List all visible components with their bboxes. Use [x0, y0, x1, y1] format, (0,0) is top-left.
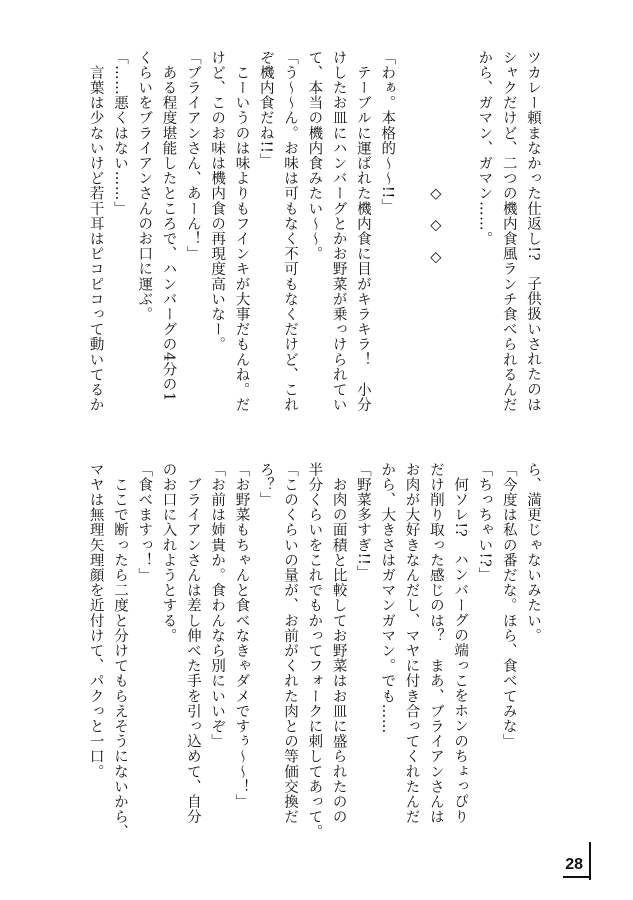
text-line: 言葉は少ないけど若干耳はピコピコって動いてるか [87, 50, 104, 413]
text-column-bottom [83, 462, 545, 854]
text-line: 「……悪くはない……」 [111, 50, 128, 217]
text-line: から、ガマン、ガマン……。 [476, 50, 493, 247]
text-line: シャクだけど、二つの機内食風ランチ食べられるんだ [500, 50, 517, 413]
text-line [399, 50, 423, 442]
text-line: 半分くらいをこれでもかってフォークに刺してあって。 [306, 462, 323, 840]
text-line: 「お野菜もちゃんと食べなきゃダメですぅ〜〜！」 [233, 462, 250, 810]
text-column-top [83, 50, 545, 442]
text-line: 「今度は私の番だな。ほら、食べてみな」 [500, 462, 517, 749]
text-line: けしたお皿にハンバーグとかお野菜が乗っけられてい [330, 50, 347, 413]
text-line: 「う〜〜ん。お味は可もなく不可もなくだけど、これ [282, 50, 299, 413]
text-line: のお口に入れようとする。 [160, 462, 177, 644]
text-line: 「野菜多すぎ!!」 [354, 462, 371, 581]
text-line: 「食べますっ！」 [136, 462, 153, 583]
text-line: 「ちっちゃい!?」 [476, 462, 493, 583]
text-line: 「お前は姉貴か。食わんなら別にいいぞ」 [209, 462, 226, 749]
text-line: けど、このお味は機内食の再現度高いなー。 [209, 50, 226, 352]
text-line: テーブルに運ばれた機内食に目がキラキラ！ 小分 [354, 50, 371, 413]
text-line: から、大きさはガマンガマン。でも…… [379, 462, 396, 734]
page-number-rule-vertical [589, 842, 591, 880]
text-line: くらいをブライアンさんのお口に運ぶ。 [136, 50, 153, 322]
text-line: ら、満更じゃないみたい。 [525, 462, 541, 644]
text-line: お肉の面積と比較してお野菜はお皿に盛られたのの [330, 462, 347, 825]
text-line: て、本当の機内食みたい〜〜。 [306, 50, 323, 262]
text-line: 何ソレ!? ハンバーグの端っこをホンのちょっぴり [452, 462, 469, 825]
text-line: 「ブライアンさん、あーん！」 [184, 50, 201, 262]
text-line: こーいうのは味よりもフインキが大事だもんね。だ [233, 50, 250, 413]
text-line: だけ削り取った感じのは？ まあ、ブライアンさんは [427, 462, 444, 825]
page-number-rule-horizontal [563, 876, 591, 878]
text-line: お肉が大好きなんだし、マヤに付き合ってくれたんだ [403, 462, 420, 825]
text-line: ◇ ◇ ◇ [427, 50, 444, 266]
text-line: ツカレー頼まなかった仕返し!? 子供扱いされたのは [525, 50, 541, 413]
page-number: 28 [565, 856, 583, 873]
text-line: ある程度堪能したところで、ハンバーグの4分の1 [160, 50, 177, 402]
text-line: 「このくらいの量が、お前がくれた肉との等価交換だ [282, 462, 299, 825]
text-line [448, 50, 472, 442]
text-line: マヤは無理矢理顔を近付けて、パクっと一口。 [87, 462, 104, 780]
text-line: ぞ機内食だね!!」 [257, 50, 274, 169]
text-line: 「わぁ。本格的〜〜!!」 [379, 50, 396, 214]
text-line: ブライアンさんは差し伸べた手を引っ込めて、自分 [184, 462, 201, 825]
text-line: ろ？」 [257, 462, 274, 508]
text-line: ここで断ったら二度と分けてもらえそうにないから、 [111, 462, 128, 840]
